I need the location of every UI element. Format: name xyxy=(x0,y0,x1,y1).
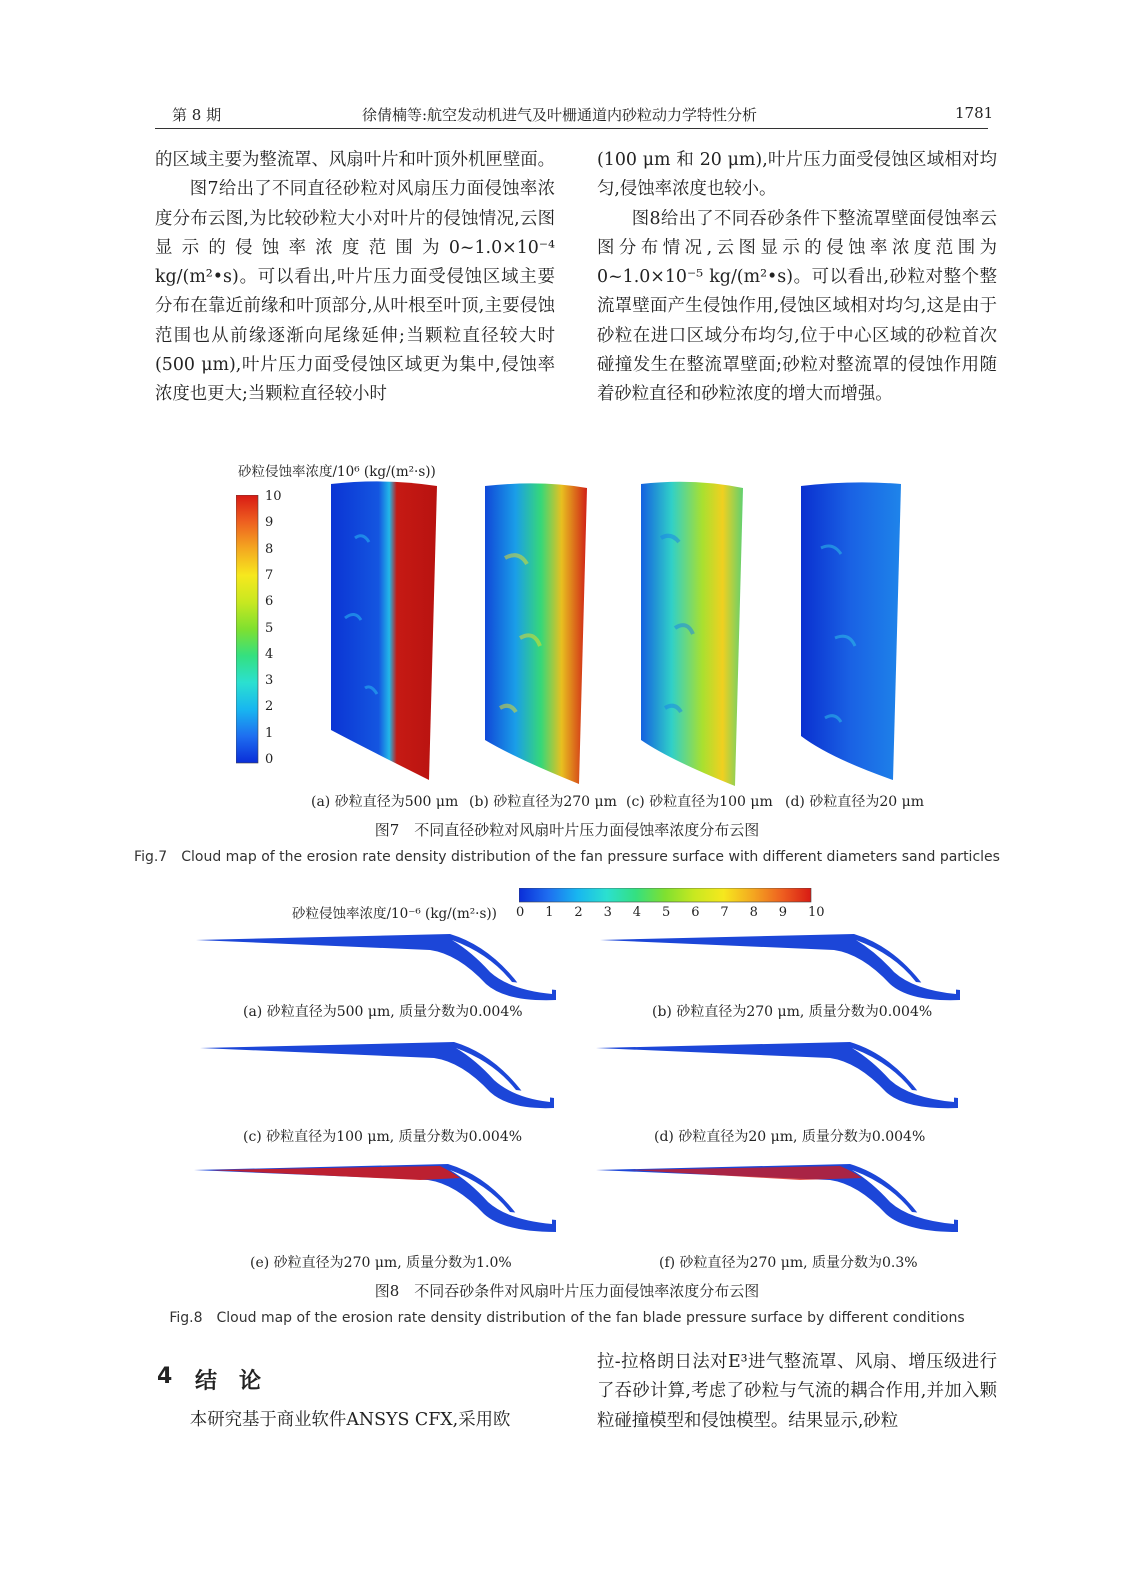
cowl-d-contour xyxy=(596,1042,958,1108)
fig8-tick-label: 5 xyxy=(662,905,671,920)
fig8-subcaption-a: (a) 砂粒直径为500 μm, 质量分数为0.004% xyxy=(243,1004,523,1020)
right-column-top xyxy=(597,146,997,410)
page-number: 1781 xyxy=(955,104,994,122)
fig7-caption-en: Fig.7 Cloud map of the erosion rate density distribution of the fan pressure surface with different diameters sand particles xyxy=(134,849,1000,865)
fig8-tick-label: 6 xyxy=(691,905,700,920)
fig7-tick-label: 3 xyxy=(265,673,274,689)
fig8-colorbar xyxy=(519,888,814,904)
blade-c-contour xyxy=(641,482,743,786)
cowl-e-contour xyxy=(194,1164,556,1232)
fig8-tick-label: 8 xyxy=(749,905,758,920)
fig7-tick-label: 7 xyxy=(265,567,274,583)
paragraph: 本研究基于商业软件ANSYS CFX,采用欧 xyxy=(189,1410,511,1430)
fig7-subcaption-c: (c) 砂粒直径为100 μm xyxy=(626,794,773,810)
issue-number: 第 8 期 xyxy=(172,106,222,124)
fig8-subcaption-e: (e) 砂粒直径为270 μm, 质量分数为1.0% xyxy=(250,1255,512,1271)
fig7-subcaption-b: (b) 砂粒直径为270 μm xyxy=(469,794,617,810)
fig7-tick-label: 1 xyxy=(265,725,274,741)
fig8-tick-label: 2 xyxy=(574,905,583,920)
cowl-c-contour xyxy=(200,1042,554,1108)
fig8-tick-label: 0 xyxy=(516,905,525,920)
cowl-f-contour xyxy=(596,1164,958,1232)
fig7-legend-title: 砂粒侵蚀率浓度/10⁶ (kg/(m²·s)) xyxy=(238,464,436,480)
paragraph: 的区域主要为整流罩、风扇叶片和叶顶外机匣壁面。 xyxy=(155,150,555,170)
fig8-tick-label: 1 xyxy=(545,905,554,920)
section-number: 4 xyxy=(157,1364,173,1389)
fig8-tick-label: 9 xyxy=(778,905,788,920)
section-title: 结 论 xyxy=(195,1369,262,1394)
header-rule xyxy=(155,128,988,129)
fig8-legend-title: 砂粒侵蚀率浓度/10⁻⁶ (kg/(m²·s)) xyxy=(292,906,497,922)
fig7-tick-label: 8 xyxy=(265,541,274,557)
fig8-tick-label: 4 xyxy=(632,905,642,920)
fig8-subcaption-b: (b) 砂粒直径为270 μm, 质量分数为0.004% xyxy=(652,1004,933,1020)
fig8-caption-cn: 图8 不同吞砂条件对风扇叶片压力面侵蚀率浓度分布云图 xyxy=(374,1282,760,1300)
blade-a-contour xyxy=(331,481,437,780)
fig8-tick-label: 10 xyxy=(808,905,825,920)
fig8-tick-label: 3 xyxy=(603,905,612,920)
fig7-tick-label: 2 xyxy=(265,699,274,715)
paragraph: 拉-拉格朗日法对E³进气整流罩、风扇、增压级进行了吞砂计算,考虑了砂粒与气流的耦合作用,并加入颗粒碰撞模型和侵蚀模型。结果显示,砂粒 xyxy=(597,1352,997,1431)
fig7-tick-label: 5 xyxy=(265,620,274,636)
blade-d-contour xyxy=(801,482,901,780)
fig7-tick-label: 10 xyxy=(265,489,282,504)
cowl-a-contour xyxy=(196,934,556,1000)
fig7-blades xyxy=(325,478,925,790)
right-column-bottom xyxy=(597,1348,997,1436)
running-title: 徐倩楠等:航空发动机进气及叶栅通道内砂粒动力学特性分析 xyxy=(362,106,758,124)
fig8-caption-en: Fig.8 Cloud map of the erosion rate density distribution of the fan blade pressure surface by different conditions xyxy=(169,1310,965,1326)
fig7-subcaption-a: (a) 砂粒直径为500 μm xyxy=(311,794,459,810)
paragraph: (100 μm 和 20 μm),叶片压力面受侵蚀区域相对均匀,侵蚀率浓度也较小。 xyxy=(597,150,997,200)
fig8-subcaption-d: (d) 砂粒直径为20 μm, 质量分数为0.004% xyxy=(654,1129,926,1145)
paragraph: 图8给出了不同吞砂条件下整流罩壁面侵蚀率云图分布情况,云图显示的侵蚀率浓度范围为0~1.0×10⁻⁵ kg/(m²•s)。可以看出,砂粒对整个整流罩壁面产生侵蚀作用,侵蚀区域相对均匀,这是由于砂粒在进口区域分布均匀,位于中心区域的砂粒首次碰撞发生在整流罩壁面;砂粒对整流罩的侵蚀作用随着砂粒直径和砂粒浓度的增大而增强。 xyxy=(597,208,997,405)
fig8-subcaption-c: (c) 砂粒直径为100 μm, 质量分数为0.004% xyxy=(243,1129,523,1145)
fig8-cowl-contours xyxy=(190,926,970,1238)
fig8-tick-label: 7 xyxy=(720,905,729,920)
fig8-subcaption-f: (f) 砂粒直径为270 μm, 质量分数为0.3% xyxy=(659,1255,918,1271)
fig7-tick-label: 0 xyxy=(265,752,274,767)
left-column-top xyxy=(155,146,555,410)
fig7-tick-label: 6 xyxy=(265,594,274,610)
fig7-subcaption-d: (d) 砂粒直径为20 μm xyxy=(785,794,924,810)
cowl-b-contour xyxy=(600,934,960,1000)
blade-b-contour xyxy=(485,483,587,784)
fig7-caption-cn: 图7 不同直径砂粒对风扇叶片压力面侵蚀率浓度分布云图 xyxy=(374,821,760,839)
fig7-tick-label: 9 xyxy=(265,515,274,531)
left-column-bottom xyxy=(155,1406,555,1435)
fig7-colorbar xyxy=(236,495,260,765)
fig7-tick-label: 4 xyxy=(265,646,274,662)
paragraph: 图7给出了不同直径砂粒对风扇压力面侵蚀率浓度分布云图,为比较砂粒大小对叶片的侵蚀情况,云图显示的侵蚀率浓度范围为0~1.0×10⁻⁴ kg/(m²•s)。可以看出,叶片压力面受侵蚀区域主要分布在靠近前缘和叶顶部分,从叶根至叶顶,主要侵蚀范围也从前缘逐渐向尾缘延伸;当颗粒直径较大时(500 μm),叶片压力面受侵蚀区域更为集中,侵蚀率浓度也更大;当颗粒直径较小时 xyxy=(155,179,555,405)
